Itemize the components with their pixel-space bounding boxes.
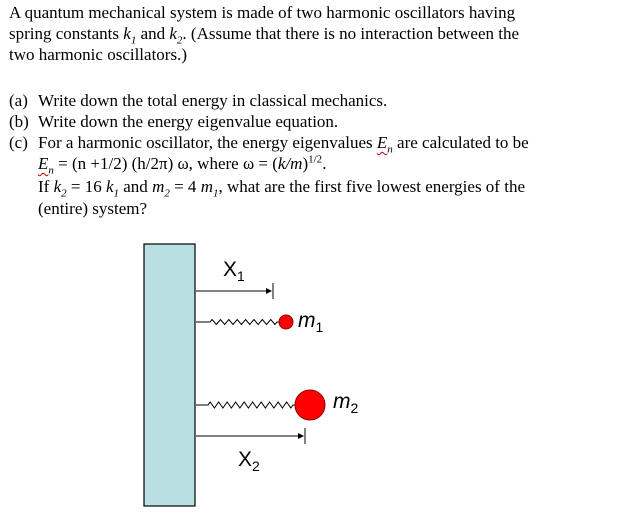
k1-subscript: 1	[130, 34, 137, 47]
x2-label	[238, 448, 260, 473]
intro-text-2b: . (Assume that there is no interaction between the	[182, 24, 520, 43]
question-c-text-3b: , what are the first five lowest energies of the	[218, 177, 525, 196]
k1-symbol: k	[123, 24, 131, 43]
m2-symbol-c: m	[152, 177, 165, 196]
mass-2	[295, 390, 325, 420]
x2-letter: X	[238, 448, 253, 471]
x1-arrowhead	[266, 288, 272, 294]
period: .	[322, 154, 327, 173]
intro-and: and	[136, 24, 170, 43]
question-c-text-1a: For a harmonic oscillator, the energy eigenvalues	[38, 133, 377, 152]
k2-subscript: 2	[176, 34, 183, 47]
close-paren: )	[302, 154, 309, 173]
wall	[144, 244, 195, 506]
k-over-m: k/m	[277, 154, 303, 173]
spring-2	[196, 402, 295, 408]
k2-sub-c: 2	[61, 187, 67, 200]
eq-4: = 4	[169, 177, 201, 196]
x1-label	[223, 258, 245, 283]
m1-label	[298, 309, 323, 334]
En-sub-2: n	[48, 164, 54, 177]
intro-text-3: two harmonic oscillators.)	[9, 45, 187, 64]
exponent-half: 1/2	[308, 153, 323, 166]
question-c-label: (c)	[9, 133, 28, 152]
question-c-text-3a: If	[38, 177, 54, 196]
question-a-text: Write down the total energy in classical mechanics.	[38, 91, 388, 110]
question-c-text-1b: are calculated to be	[392, 133, 529, 152]
k1-sub-c: 1	[113, 187, 120, 200]
question-c-equation: = (n +1/2) (h/2π) ω, where ω = (	[53, 154, 278, 173]
intro-text-2a: spring constants	[9, 24, 124, 43]
spring-1	[196, 320, 279, 325]
m1-symbol-c: m	[200, 177, 213, 196]
En-sub-1: n	[387, 143, 393, 156]
x2-subscript: 2	[252, 458, 260, 474]
m1-letter: m	[298, 309, 316, 332]
x2-arrowhead	[298, 433, 304, 439]
k2-symbol: k	[169, 24, 177, 43]
question-b-label: (b)	[9, 112, 29, 131]
m2-sub-c: 2	[164, 187, 170, 200]
eq-16: = 16	[66, 177, 106, 196]
k2-symbol-c: k	[53, 177, 62, 196]
m2-label	[333, 390, 358, 415]
x1-letter: X	[223, 258, 238, 281]
intro-text-1: A quantum mechanical system is made of two harmonic oscillators having	[9, 3, 516, 22]
question-c-text-4: (entire) system?	[38, 199, 148, 218]
m1-subscript: 1	[315, 319, 324, 335]
m1-sub-c: 1	[212, 187, 219, 200]
mass-1	[279, 315, 293, 329]
question-a-label: (a)	[9, 91, 28, 110]
m2-subscript: 2	[350, 400, 359, 416]
En-letter-2: E	[38, 154, 49, 173]
m2-letter: m	[333, 390, 351, 413]
x1-subscript: 1	[237, 268, 245, 284]
and-c: and	[119, 177, 153, 196]
question-b-text: Write down the energy eigenvalue equation.	[38, 112, 339, 131]
En-letter-1: E	[376, 133, 388, 152]
k1-symbol-c: k	[105, 177, 114, 196]
